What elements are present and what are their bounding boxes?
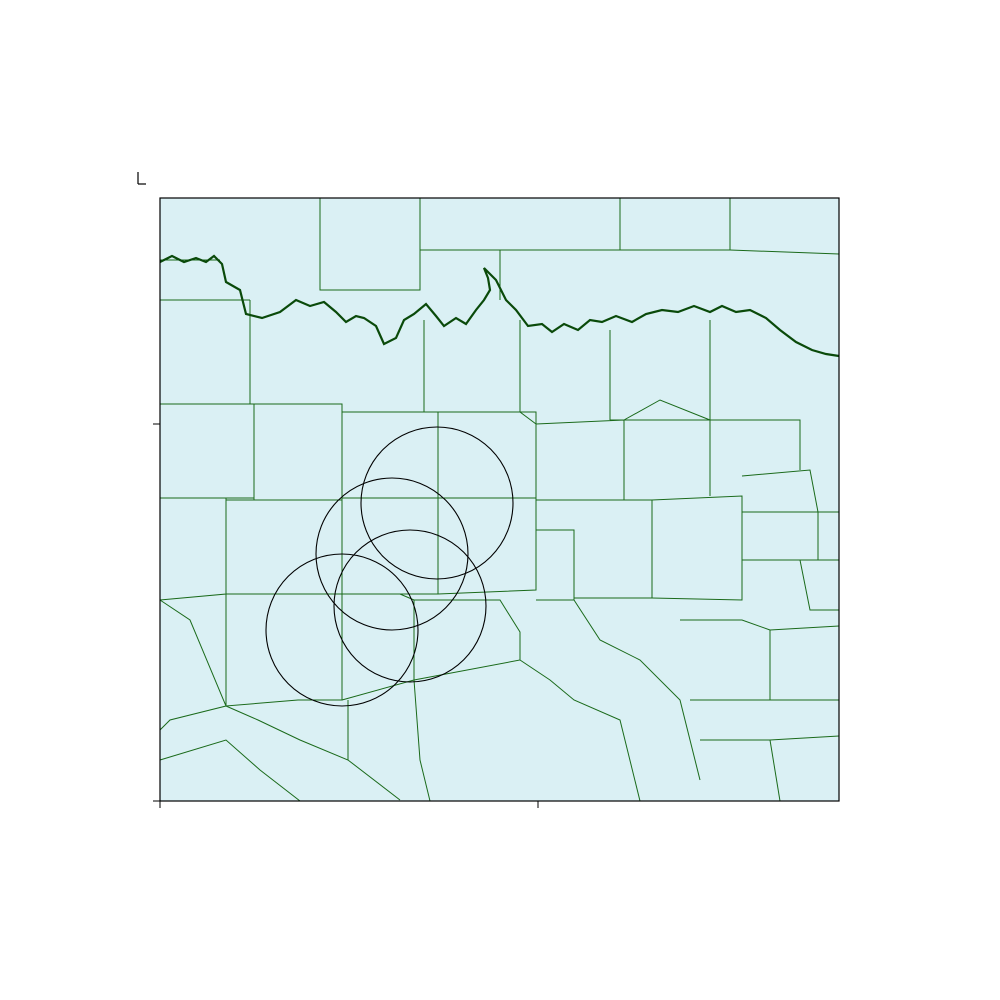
ref-vector-icon — [138, 172, 146, 184]
